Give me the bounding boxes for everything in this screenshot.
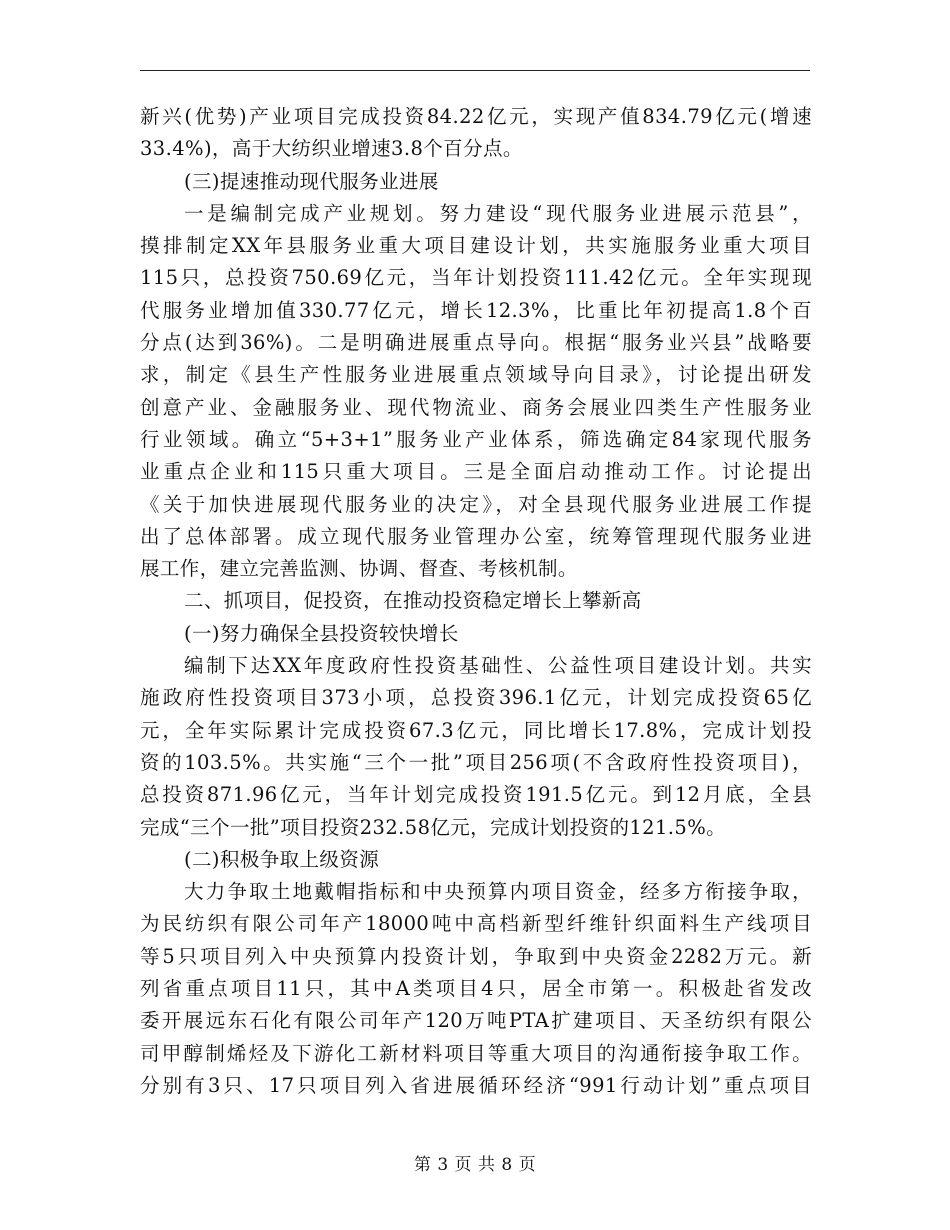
text-line: 代服务业增加值330.77亿元，增长12.3%，比重比年初提高1.8个百 bbox=[140, 298, 812, 322]
text-line: (二)积极争取上级资源 bbox=[184, 847, 380, 871]
text-line: 《关于加快进展现代服务业的决定》，对全县现代服务业进展工作提 bbox=[140, 492, 812, 516]
document-body bbox=[140, 101, 812, 1102]
page-footer: 第 3 页 共 8 页 bbox=[413, 1155, 537, 1175]
text-line: (一)努力确保全县投资较快增长 bbox=[184, 621, 459, 645]
text-line: 创意产业、金融服务业、现代物流业、商务会展业四类生产性服务业 bbox=[140, 395, 812, 419]
text-line: 出了总体部署。成立现代服务业管理办公室，统筹管理现代服务业进 bbox=[140, 524, 812, 548]
text-line: 完成“三个一批”项目投资232.58亿元，完成计划投资的121.5%。 bbox=[140, 815, 727, 839]
text-line: 总投资871.96亿元，当年计划完成投资191.5亿元。到12月底，全县 bbox=[140, 783, 812, 807]
text-line: 行业领域。确立“5+3+1”服务业产业体系，筛选确定84家现代服务 bbox=[140, 427, 812, 451]
text-line: 求，制定《县生产性服务业进展重点领域导向目录》，讨论提出研发 bbox=[140, 363, 812, 387]
text-line: 资的103.5%。共实施“三个一批”项目256项(不含政府性投资项目)， bbox=[140, 750, 812, 774]
text-line: 新兴(优势)产业项目完成投资84.22亿元，实现产值834.79亿元(增速 bbox=[140, 105, 812, 128]
text-line: 33.4%)，高于大纺织业增速3.8个百分点。 bbox=[140, 137, 523, 161]
text-line: 司甲醇制烯烃及下游化工新材料项目等重大项目的沟通衔接争取工作。 bbox=[140, 1041, 812, 1065]
text-line: 施政府性投资项目373小项，总投资396.1亿元，计划完成投资65亿 bbox=[140, 686, 812, 710]
header-rule bbox=[140, 70, 810, 71]
text-line: 分点(达到36%)。二是明确进展重点导向。根据“服务业兴县”战略要 bbox=[140, 331, 812, 355]
text-line: 115只，总投资750.69亿元，当年计划投资111.42亿元。全年实现现 bbox=[140, 266, 812, 290]
text-line: 等5只项目列入中央预算内投资计划，争取到中央资金2282万元。新 bbox=[140, 944, 812, 968]
text-line: 业重点企业和115只重大项目。三是全面启动推动工作。讨论提出 bbox=[140, 460, 812, 484]
text-line: 二、抓项目，促投资，在推动投资稳定增长上攀新高 bbox=[184, 589, 642, 613]
text-line: 展工作，建立完善监测、协调、督查、考核机制。 bbox=[140, 557, 578, 581]
text-line: 一是编制完成产业规划。努力建设“现代服务业进展示范县”， bbox=[184, 201, 812, 225]
text-line: 摸排制定XX年县服务业重大项目建设计划，共实施服务业重大项目 bbox=[140, 234, 812, 258]
text-line: 大力争取土地戴帽指标和中央预算内项目资金，经多方衔接争取， bbox=[184, 880, 812, 904]
text-line: (三)提速推动现代服务业进展 bbox=[184, 169, 439, 193]
text-line: 为民纺织有限公司年产18000吨中高档新型纤维针织面料生产线项目 bbox=[140, 912, 812, 936]
text-line: 委开展远东石化有限公司年产120万吨PTA扩建项目、天圣纺织有限公 bbox=[140, 1009, 812, 1033]
text-line: 分别有3只、17只项目列入省进展循环经济“991行动计划”重点项目 bbox=[140, 1073, 812, 1097]
text-line: 编制下达XX年度政府性投资基础性、公益性项目建设计划。共实 bbox=[184, 654, 812, 678]
text-line: 列省重点项目11只，其中A类项目4只，居全市第一。积极赴省发改 bbox=[140, 977, 812, 1001]
text-line: 元，全年实际累计完成投资67.3亿元，同比增长17.8%，完成计划投 bbox=[140, 718, 812, 742]
